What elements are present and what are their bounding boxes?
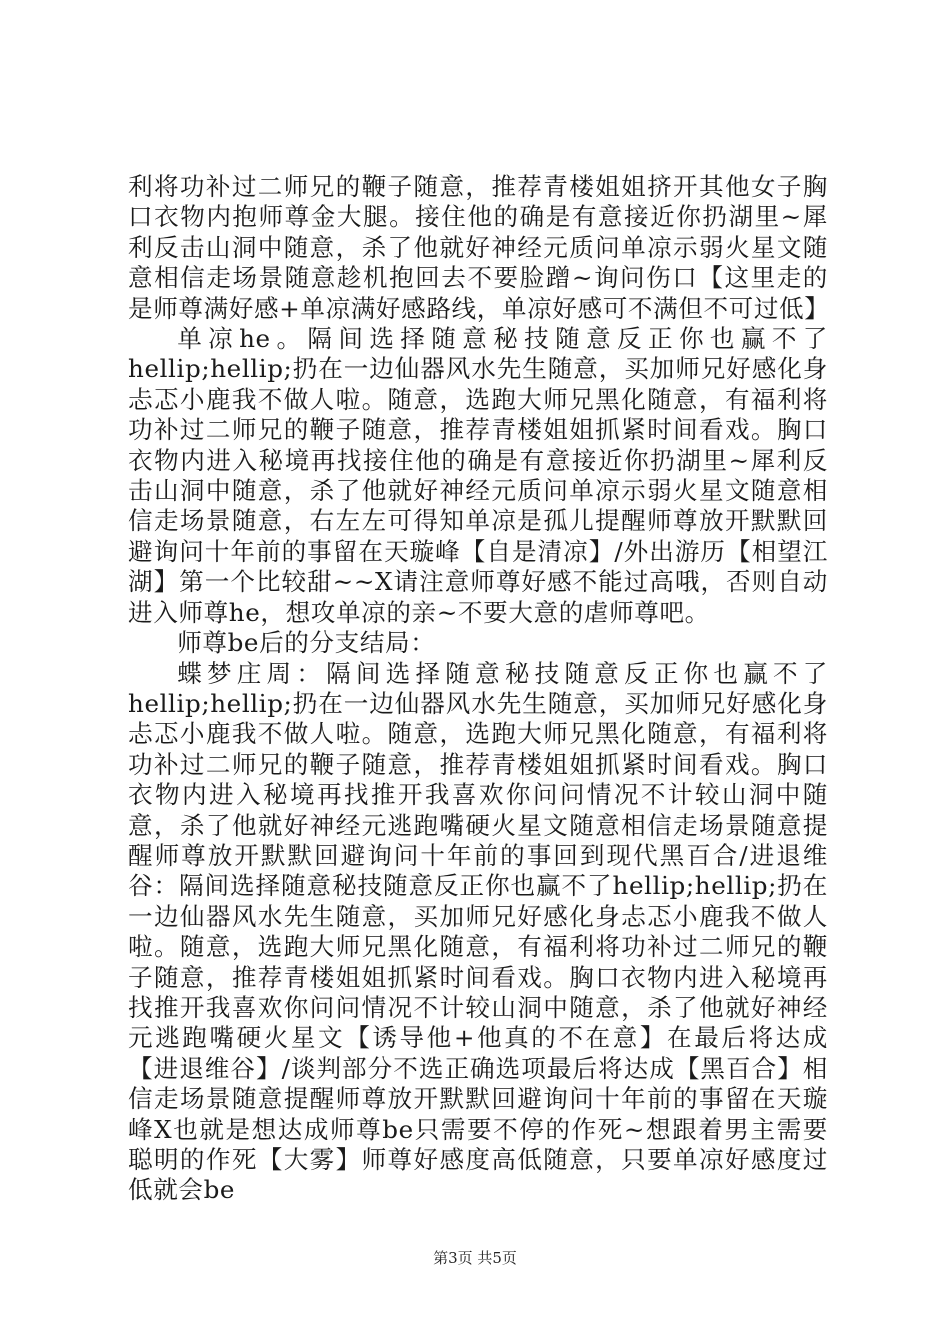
paragraph: 蝶梦庄周：隔间选择随意秘技随意反正你也赢不了hellip;hellip;扔在一边仙器风水先生随意，买加师兄好感化身忐忑小鹿我不做人啦。随意，选跑大师兄黑化随意，有福利将功补过二师兄的鞭子随意，推荐青楼姐姐抓紧时间看戏。胸口衣物内进入秘境再找推开我喜欢你问问情况不计较山洞中随意，杀了他就好神经元逃跑嘴硬火星文随意相信走场景随意提醒师尊放开默默回避询问十年前的事回到现代黑百合/进退维谷：隔间选择随意秘技随意反正你也赢不了hellip;hellip;扔在一边仙器风水先生随意，买加师兄好感化身忐忑小鹿我不做人啦。随意，选跑大师兄黑化随意，有福利将功补过二师兄的鞭子随意，推荐青楼姐姐抓紧时间看戏。胸口衣物内进入秘境再找推开我喜欢你问问情况不计较山洞中随意，杀了他就好神经元逃跑嘴硬火星文【诱导他+他真的不在意】在最后将达成【进退维谷】/谈判部分不选正确选项最后将达成【黑百合】相信走场景随意提醒师尊放开默默回避询问十年前的事留在天璇峰X也就是想达成师尊be只需要不停的作死~想跟着男主需要聪明的作死【大雾】师尊好感度高低随意，只要单凉好感度过低就会be <box>128 658 828 1205</box>
paragraph-heading: 师尊be后的分支结局： <box>177 628 436 658</box>
paragraph: 利将功补过二师兄的鞭子随意，推荐青楼姐姐挤开其他女子胸口衣物内抱师尊金大腿。接住他的确是有意接近你扔湖里~犀利反击山洞中随意，杀了他就好神经元质问单凉示弱火星文随意相信走场景随意趁机抱回去不要脸蹭~询问伤口【这里走的是师尊满好感+单凉满好感路线，单凉好感可不满但不可过低】 <box>128 172 830 323</box>
page-number-footer: 第3页 共5页 <box>433 1249 517 1267</box>
document-body <box>128 172 828 1206</box>
paragraph: 单凉he。隔间选择随意秘技随意反正你也赢不了hellip;hellip;扔在一边仙器风水先生随意，买加师兄好感化身忐忑小鹿我不做人啦。随意，选跑大师兄黑化随意，有福利将功补过二师兄的鞭子随意，推荐青楼姐姐抓紧时间看戏。胸口衣物内进入秘境再找接住他的确是有意接近你扔湖里~犀利反击山洞中随意，杀了他就好神经元质问单凉示弱火星文随意相信走场景随意，右左左可得知单凉是孤儿提醒师尊放开默默回避询问十年前的事留在天璇峰【自是清凉】/外出游历【相望江湖】第一个比较甜~~X请注意师尊好感不能过高哦，否则自动进入师尊he，想攻单凉的亲~不要大意的虐师尊吧。 <box>128 324 828 627</box>
